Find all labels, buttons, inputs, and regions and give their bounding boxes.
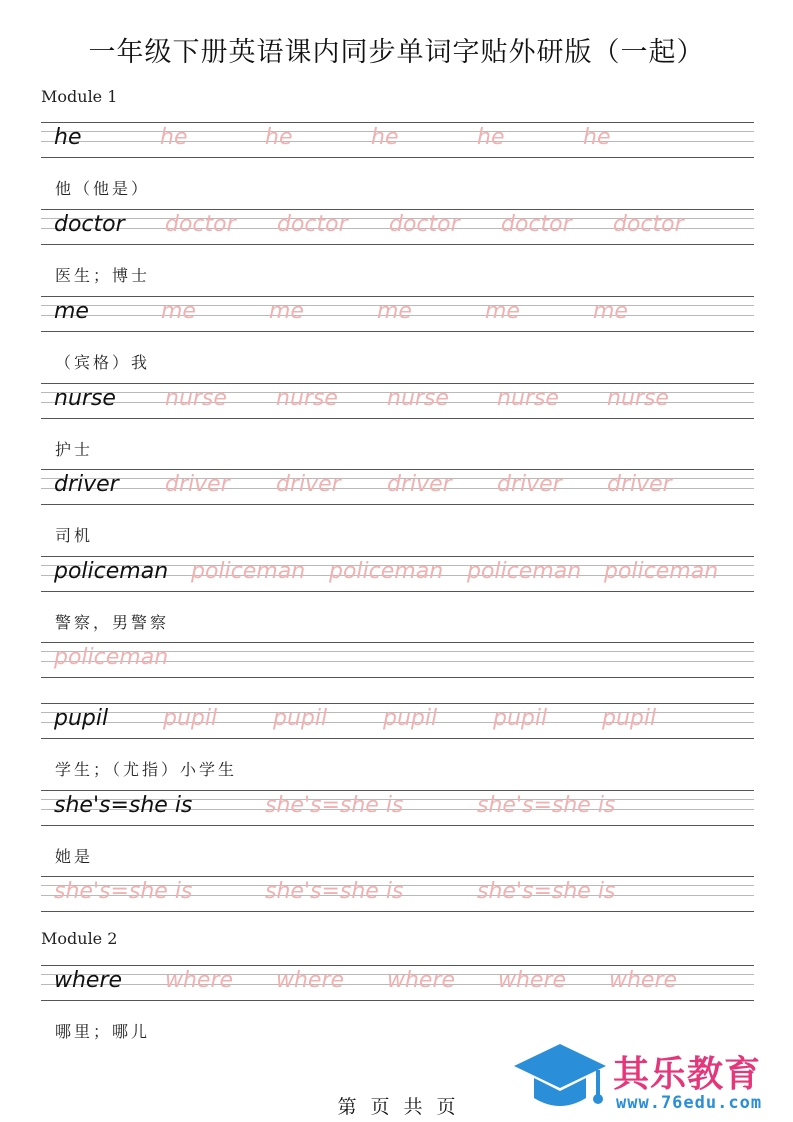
page-title: 一年级下册英语课内同步单词字贴外研版（一起） <box>88 37 705 68</box>
trace-word: nurse <box>387 386 449 411</box>
writing-band <box>41 790 754 825</box>
trace-word: where <box>165 968 234 993</box>
writing-band <box>41 556 754 591</box>
trace-word: me <box>485 299 520 324</box>
writing-band <box>41 965 754 1000</box>
writing-band <box>41 642 754 677</box>
trace-word: doctor <box>613 212 684 237</box>
word-gloss: 护士 <box>55 440 94 459</box>
trace-word: policeman <box>604 559 719 584</box>
writing-band <box>41 122 754 157</box>
trace-word: driver <box>387 472 452 497</box>
trace-word: driver <box>276 472 341 497</box>
trace-word: where <box>609 968 678 993</box>
writing-band <box>41 209 754 244</box>
trace-word: doctor <box>501 212 572 237</box>
trace-word: me <box>269 299 304 324</box>
word: she's=she is <box>54 793 193 818</box>
trace-word: nurse <box>165 386 227 411</box>
writing-band <box>41 383 754 418</box>
word-gloss: 医生；博士 <box>55 266 151 285</box>
module-heading: Module 1 <box>41 87 118 106</box>
trace-word: she's=she is <box>477 879 616 904</box>
word-gloss: 她是 <box>55 847 94 866</box>
word: nurse <box>54 386 116 411</box>
trace-word: doctor <box>389 212 460 237</box>
word: driver <box>54 472 119 497</box>
trace-word: pupil <box>383 706 438 731</box>
trace-word: driver <box>607 472 672 497</box>
trace-word: he <box>160 125 188 150</box>
module-heading: Module 2 <box>41 929 118 948</box>
trace-word: doctor <box>165 212 236 237</box>
word-gloss: 哪里；哪儿 <box>55 1022 151 1041</box>
trace-word: pupil <box>493 706 548 731</box>
writing-band <box>41 296 754 331</box>
word-gloss: 学生；（尤指）小学生 <box>55 760 238 779</box>
trace-word: she's=she is <box>477 793 616 818</box>
word: he <box>54 125 82 150</box>
word: pupil <box>54 706 109 731</box>
trace-word: pupil <box>602 706 657 731</box>
word-gloss: 警察，男警察 <box>55 613 170 632</box>
trace-word: policeman <box>467 559 582 584</box>
word: policeman <box>54 559 169 584</box>
trace-word: me <box>161 299 196 324</box>
graduation-cap-icon <box>510 1038 610 1116</box>
writing-band <box>41 876 754 911</box>
trace-word: he <box>583 125 611 150</box>
trace-word: where <box>498 968 567 993</box>
brand-url: www.76edu.com <box>616 1093 763 1113</box>
word-gloss: （宾格）我 <box>55 353 151 372</box>
trace-word: where <box>276 968 345 993</box>
trace-word: nurse <box>497 386 559 411</box>
trace-word: pupil <box>163 706 218 731</box>
trace-word: nurse <box>276 386 338 411</box>
word: where <box>54 968 123 993</box>
trace-word: she's=she is <box>54 879 193 904</box>
trace-word: driver <box>497 472 562 497</box>
trace-word: driver <box>165 472 230 497</box>
brand-name: 其乐教育 <box>613 1054 762 1095</box>
word: me <box>54 299 89 324</box>
page-footer: 第 页 共 页 <box>337 1096 456 1118</box>
trace-word: policeman <box>54 645 169 670</box>
word-gloss: 司机 <box>55 526 94 545</box>
word: doctor <box>54 212 125 237</box>
writing-band <box>41 469 754 504</box>
trace-word: policeman <box>191 559 306 584</box>
word-gloss: 他（他是） <box>55 179 151 198</box>
trace-word: he <box>477 125 505 150</box>
trace-word: policeman <box>329 559 444 584</box>
brand-logo <box>510 1038 790 1118</box>
trace-word: nurse <box>607 386 669 411</box>
trace-word: he <box>265 125 293 150</box>
trace-word: where <box>387 968 456 993</box>
trace-word: me <box>377 299 412 324</box>
trace-word: doctor <box>277 212 348 237</box>
trace-word: me <box>593 299 628 324</box>
trace-word: pupil <box>273 706 328 731</box>
trace-word: she's=she is <box>265 879 404 904</box>
trace-word: he <box>371 125 399 150</box>
trace-word: she's=she is <box>265 793 404 818</box>
writing-band <box>41 703 754 738</box>
